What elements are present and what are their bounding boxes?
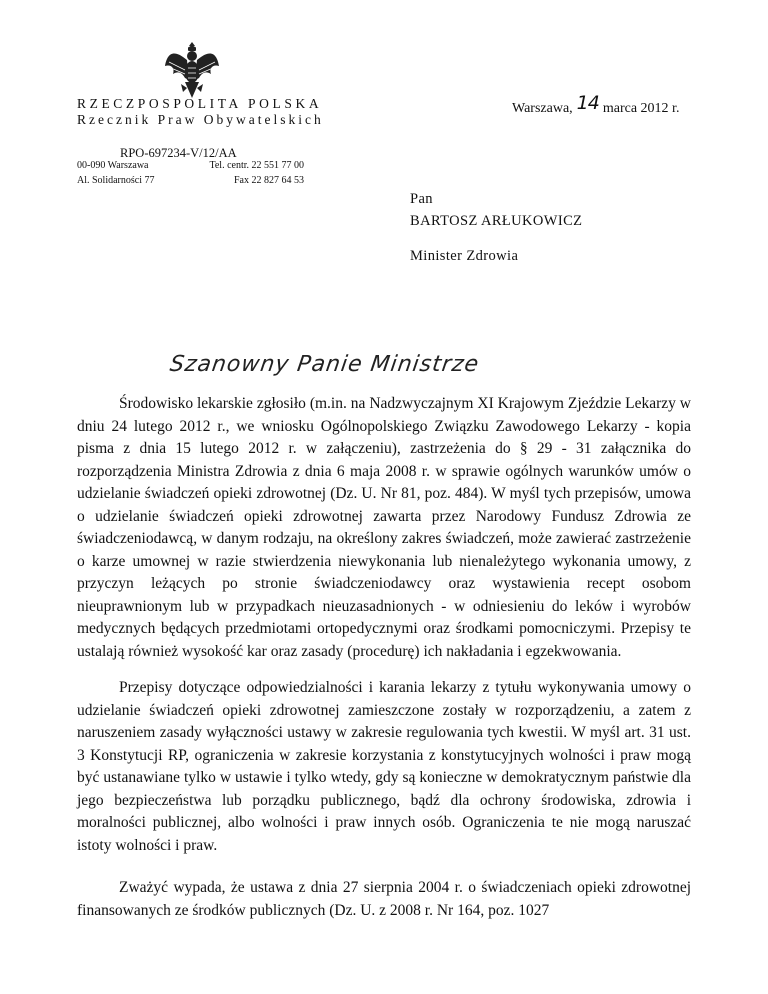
eagle-emblem-icon: [163, 40, 221, 102]
recipient-title: Minister Zdrowia: [410, 248, 519, 264]
recipient-name: BARTOSZ ARŁUKOWICZ: [410, 213, 583, 229]
address-city: 00-090 Warszawa: [77, 160, 149, 171]
date-month-year: marca 2012 r.: [602, 101, 680, 116]
paragraph-2: Przepisy dotyczące odpowiedzialności i karania lekarzy z tytułu wykonywania umowy o udzielanie świadczeń opieki zdrowotnej zamieszczone zostały w rozporządzeniu, a zatem z naruszeniem zasady wyłączności ustawy w zakresie regulowania tych kwestii. W myśl art. 31 ust. 3 Konstytucji RP, ograniczenia w zakresie korzystania z konstytucyjnych wolności i praw mogą być ustanawiane tylko w ustawie i tylko wtedy, gdy są konieczne w demokratycznym państwie dla jego bezpieczeństwa lub porządku publicznego, bądź dla ochrony środowiska, zdrowia i moralności publicznej, albo wolności i praw innych osób. Ograniczenia te nie mogą naruszać istoty wolności i praw.: [77, 679, 691, 854]
recipient-salutation: Pan: [410, 191, 433, 207]
date-city: Warszawa,: [512, 101, 573, 116]
signature-ref: RPO-697234-V/12/AA: [120, 146, 237, 160]
paragraph-1: Środowisko lekarskie zgłosiło (m.in. na Nadzwyczajnym XI Krajowym Zjeździe Lekarzy w dniu 24 lutego 2012 r., we wniosku Ogólnopolskiego Związku Zawodowego Lekarzy - kopia pisma z dnia 15 lutego 2012 r. w załączeniu), zastrzeżenia do § 29 - 31 załącznika do rozporządzenia Ministra Zdrowia z dnia 6 maja 2008 r. w sprawie ogólnych warunków umów o udzielanie świadczeń opieki zdrowotnej (Dz. U. Nr 81, poz. 484). W myśl tych przepisów, umowa o udzielanie świadczeń opieki zdrowotnej zawarta przez Narodowy Fundusz Zdrowia ze świadczeniodawcą, w danym rodzaju, na określony zakres świadczeń, może zawierać zastrzeżenie o karze umownej w razie stwierdzenia niewykonania lub nienależytego wykonania umowy, z przyczyn leżących po stronie świadczeniodawcy oraz wystawienia recept osobom nieuprawnionym lub w przypadkach nieuzasadnionych - w odniesieniu do leków i wyrobów medycznych będących przedmiotami ortopedycznymi oraz środkami pomocniczymi. Przepisy te ustalają również wysokość kar oraz zasady (procedurę) ich nakładania i egzekwowania.: [77, 395, 691, 660]
fax-number: Fax 22 827 64 53: [234, 175, 304, 186]
paragraph-3: Zważyć wypada, że ustawa z dnia 27 sierpnia 2004 r. o świadczeniach opieki zdrowotnej finansowanych ze środków publicznych (Dz. U. z 2008 r. Nr 164, poz. 1027: [77, 879, 691, 919]
address-street: Al. Solidarności 77: [77, 175, 155, 186]
org-office: Rzecznik Praw Obywatelskich: [77, 112, 324, 127]
phone-number: Tel. centr. 22 551 77 00: [209, 160, 304, 171]
date-day-handwritten: 14: [576, 92, 599, 114]
letter-date: [512, 92, 680, 117]
handwritten-greeting: Szanowny Panie Ministrze: [168, 352, 481, 377]
org-name: RZECZPOSPOLITA POLSKA: [77, 96, 323, 111]
